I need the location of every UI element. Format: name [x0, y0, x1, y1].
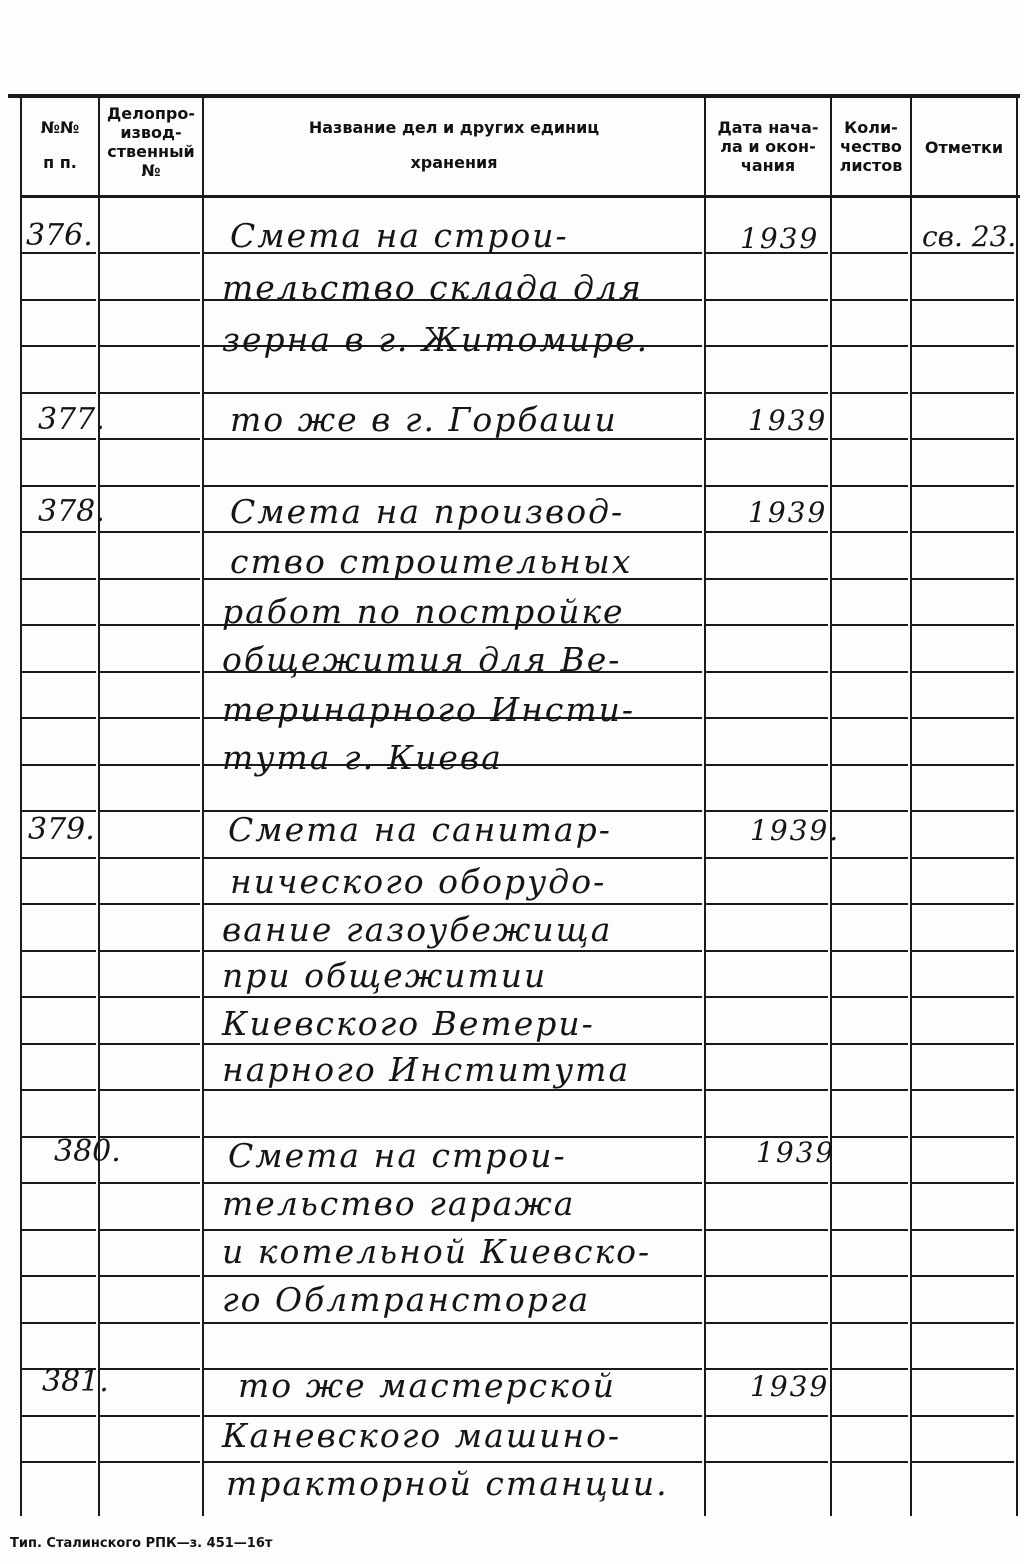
header-office-line: № — [141, 161, 161, 180]
row-rule — [22, 1275, 96, 1277]
row-rule — [100, 624, 200, 626]
row-rule — [100, 764, 200, 766]
row-rule — [912, 1229, 1014, 1231]
row-rule — [832, 531, 908, 533]
entry-title-line: то же в г. Горбаши — [230, 400, 618, 439]
row-rule — [22, 345, 96, 347]
entry-title-line: Смета на производ- — [230, 492, 625, 531]
row-rule — [100, 1089, 200, 1091]
row-rule — [204, 996, 702, 998]
row-rule — [832, 1043, 908, 1045]
entry-title-line: тельство гаража — [222, 1184, 576, 1223]
row-rule — [832, 345, 908, 347]
entry-number: 378. — [38, 494, 105, 529]
entry-title-line: и котельной Киевско- — [222, 1232, 652, 1271]
row-rule — [912, 485, 1014, 487]
row-rule — [706, 671, 828, 673]
column-line — [1016, 96, 1018, 1516]
row-rule — [832, 950, 908, 952]
row-rule — [832, 857, 908, 859]
row-rule — [22, 764, 96, 766]
row-rule — [832, 810, 908, 812]
entry-title-line: го Облтрансторга — [222, 1280, 591, 1319]
row-rule — [204, 1322, 702, 1324]
row-rule — [100, 1043, 200, 1045]
row-rule — [22, 578, 96, 580]
column-line — [704, 96, 706, 1516]
entry-title-line: Смета на строи- — [230, 216, 569, 255]
row-rule — [706, 1229, 828, 1231]
row-rule — [832, 671, 908, 673]
row-rule — [912, 578, 1014, 580]
header-dates-line: Дата нача- — [717, 118, 819, 137]
column-line — [830, 96, 832, 1516]
row-rule — [706, 1415, 828, 1417]
row-rule — [912, 903, 1014, 905]
row-rule — [832, 624, 908, 626]
row-rule — [204, 485, 702, 487]
row-rule — [100, 1182, 200, 1184]
row-rule — [912, 624, 1014, 626]
row-rule — [912, 1415, 1014, 1417]
entry-date: 1939 — [750, 1370, 830, 1403]
header-cell-sheets — [832, 118, 910, 175]
row-rule — [912, 438, 1014, 440]
row-rule — [832, 1415, 908, 1417]
row-rule — [832, 1136, 908, 1138]
row-rule — [100, 392, 200, 394]
entry-title-line: тута г. Киева — [222, 738, 503, 777]
row-rule — [100, 1229, 200, 1231]
row-rule — [100, 1275, 200, 1277]
header-dates-line: ла и окон- — [720, 137, 816, 156]
entry-title-line: ство строительных — [230, 542, 633, 581]
row-rule — [22, 299, 96, 301]
entry-title-line: Смета на строи- — [228, 1136, 567, 1175]
row-rule — [204, 857, 702, 859]
row-rule — [832, 1229, 908, 1231]
entry-number: 377. — [38, 402, 105, 437]
row-rule — [832, 438, 908, 440]
column-line — [202, 96, 204, 1516]
row-rule — [100, 1415, 200, 1417]
row-rule — [22, 1229, 96, 1231]
row-rule — [832, 1275, 908, 1277]
row-rule — [100, 810, 200, 812]
row-rule — [832, 485, 908, 487]
row-rule — [204, 392, 702, 394]
row-rule — [912, 1136, 1014, 1138]
row-rule — [100, 903, 200, 905]
entry-title-line: нарного Института — [222, 1050, 631, 1089]
row-rule — [22, 1182, 96, 1184]
row-rule — [100, 671, 200, 673]
row-rule — [832, 717, 908, 719]
header-number-line: №№ — [40, 118, 80, 137]
row-rule — [706, 857, 828, 859]
entry-number: 381. — [42, 1364, 109, 1399]
header-title-line: Название дел и других единиц — [308, 118, 600, 137]
entry-title-line: вание газоубежища — [222, 910, 613, 949]
row-rule — [204, 1229, 702, 1231]
entry-note: св. 23. — [922, 220, 1017, 253]
row-rule — [912, 764, 1014, 766]
entry-title-line: работ по постройке — [222, 592, 625, 631]
row-rule — [22, 1461, 96, 1463]
row-rule — [706, 438, 828, 440]
row-rule — [22, 1043, 96, 1045]
row-rule — [22, 531, 96, 533]
row-rule — [706, 1461, 828, 1463]
row-rule — [912, 1089, 1014, 1091]
row-rule — [912, 1182, 1014, 1184]
row-rule — [706, 345, 828, 347]
header-cell-office-number — [100, 104, 202, 180]
row-rule — [706, 485, 828, 487]
entry-date: 1939 — [756, 1136, 836, 1169]
entry-date: 1939 — [748, 496, 828, 529]
row-rule — [100, 438, 200, 440]
header-office-line: Делопро- — [107, 104, 195, 123]
header-cell-dates — [706, 118, 830, 175]
row-rule — [912, 1322, 1014, 1324]
row-rule — [22, 996, 96, 998]
row-rule — [100, 1461, 200, 1463]
entry-title-line: то же мастерской — [238, 1366, 616, 1405]
row-rule — [22, 1415, 96, 1417]
row-rule — [100, 578, 200, 580]
row-rule — [100, 531, 200, 533]
row-rule — [912, 531, 1014, 533]
row-rule — [706, 996, 828, 998]
header-sheets-line: листов — [839, 156, 903, 175]
entry-number: 376. — [26, 218, 93, 253]
header-number-line: п п. — [43, 153, 77, 172]
row-rule — [22, 624, 96, 626]
row-rule — [204, 1275, 702, 1277]
entry-date: 1939 — [748, 404, 828, 437]
row-rule — [22, 438, 96, 440]
row-rule — [912, 671, 1014, 673]
row-rule — [912, 996, 1014, 998]
row-rule — [22, 857, 96, 859]
row-rule — [100, 857, 200, 859]
row-rule — [832, 1322, 908, 1324]
entry-title-line: общежития для Ве- — [222, 640, 622, 679]
row-rule — [100, 299, 200, 301]
row-rule — [912, 857, 1014, 859]
row-rule — [204, 950, 702, 952]
column-line — [20, 96, 22, 1516]
entry-title-line: Киевского Ветери- — [222, 1004, 595, 1043]
row-rule — [706, 531, 828, 533]
entry-title-line: Каневского машино- — [222, 1416, 622, 1455]
row-rule — [706, 624, 828, 626]
entry-title-line: зерна в г. Житомире. — [222, 320, 650, 359]
row-rule — [706, 299, 828, 301]
row-rule — [100, 1368, 200, 1370]
row-rule — [100, 1322, 200, 1324]
row-rule — [706, 1043, 828, 1045]
header-cell-number — [22, 118, 98, 172]
row-rule — [22, 392, 96, 394]
column-line — [98, 96, 100, 1516]
row-rule — [912, 345, 1014, 347]
row-rule — [100, 485, 200, 487]
table-top-border — [8, 94, 1020, 98]
header-sheets-line: Коли- — [844, 118, 898, 137]
header-bottom-border — [20, 195, 1020, 198]
row-rule — [832, 764, 908, 766]
row-rule — [706, 1089, 828, 1091]
row-rule — [706, 1322, 828, 1324]
row-rule — [832, 392, 908, 394]
column-line — [910, 96, 912, 1516]
row-rule — [912, 1275, 1014, 1277]
row-rule — [912, 299, 1014, 301]
row-rule — [912, 1461, 1014, 1463]
row-rule — [706, 764, 828, 766]
printer-imprint: Тип. Сталинского РПК—з. 451—16т — [10, 1536, 273, 1551]
header-office-line: ственный — [107, 142, 195, 161]
row-rule — [706, 717, 828, 719]
header-cell-notes — [912, 138, 1016, 157]
row-rule — [832, 1182, 908, 1184]
entry-number: 380. — [54, 1134, 121, 1169]
row-rule — [100, 252, 200, 254]
row-rule — [22, 671, 96, 673]
header-sheets-line: чество — [840, 137, 902, 156]
row-rule — [706, 578, 828, 580]
row-rule — [912, 1043, 1014, 1045]
entry-title-line: Смета на санитар- — [228, 810, 612, 849]
row-rule — [706, 1182, 828, 1184]
row-rule — [204, 1461, 702, 1463]
row-rule — [832, 1461, 908, 1463]
row-rule — [832, 299, 908, 301]
row-rule — [912, 717, 1014, 719]
row-rule — [22, 717, 96, 719]
row-rule — [22, 903, 96, 905]
row-rule — [912, 810, 1014, 812]
entry-title-line: тельство склада для — [222, 268, 643, 307]
row-rule — [706, 1275, 828, 1277]
row-rule — [100, 717, 200, 719]
header-cell-title — [204, 118, 704, 172]
entry-number: 379. — [28, 812, 95, 847]
row-rule — [832, 1089, 908, 1091]
header-notes-line: Отметки — [924, 138, 1004, 157]
row-rule — [706, 392, 828, 394]
row-rule — [706, 903, 828, 905]
entry-title-line: теринарного Инсти- — [222, 690, 636, 729]
row-rule — [832, 252, 908, 254]
row-rule — [204, 903, 702, 905]
header-title-line: хранения — [410, 153, 498, 172]
header-dates-line: чания — [740, 156, 796, 175]
entry-date: 1939. — [750, 814, 841, 847]
entry-title-line: тракторной станции. — [226, 1464, 669, 1503]
row-rule — [706, 950, 828, 952]
row-rule — [22, 1089, 96, 1091]
row-rule — [22, 485, 96, 487]
row-rule — [912, 1368, 1014, 1370]
entry-title-line: при общежитии — [222, 956, 548, 995]
row-rule — [706, 810, 828, 812]
entry-date: 1939 — [740, 222, 820, 255]
row-rule — [832, 903, 908, 905]
row-rule — [832, 996, 908, 998]
entry-title-line: нического оборудо- — [230, 862, 607, 901]
row-rule — [100, 345, 200, 347]
row-rule — [832, 578, 908, 580]
header-office-line: извод- — [120, 123, 182, 142]
row-rule — [100, 950, 200, 952]
row-rule — [912, 950, 1014, 952]
row-rule — [22, 950, 96, 952]
row-rule — [100, 996, 200, 998]
row-rule — [22, 1322, 96, 1324]
row-rule — [832, 1368, 908, 1370]
row-rule — [912, 392, 1014, 394]
